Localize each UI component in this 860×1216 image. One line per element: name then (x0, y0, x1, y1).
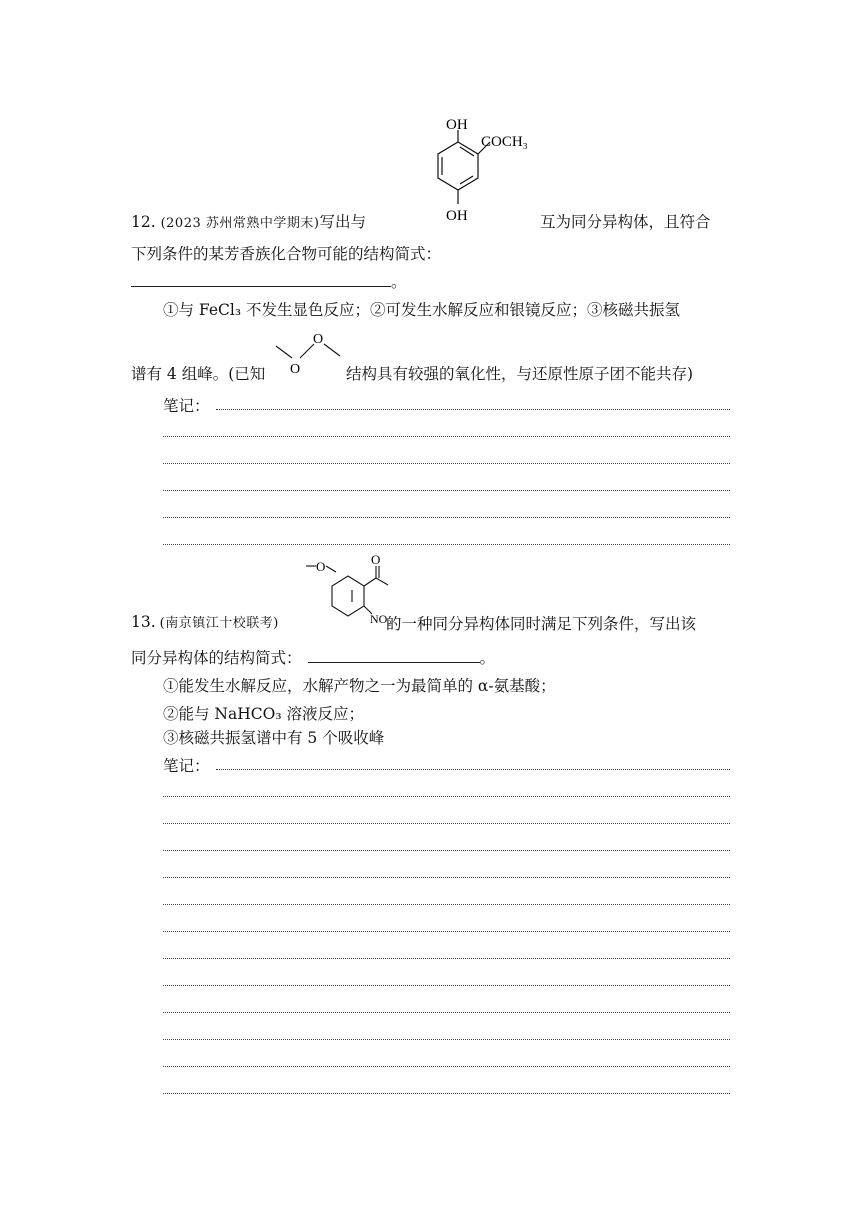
q13-blank-end: 。 (479, 649, 496, 667)
q12-number: 12. (131, 213, 156, 231)
q12-blank-end: 。 (391, 273, 407, 291)
q13-molecule-structure (300, 552, 400, 632)
q13-notes-line-10[interactable] (163, 1012, 730, 1013)
q12-answer-blank[interactable] (131, 272, 391, 287)
q12-molecule-structure (420, 112, 550, 227)
q12-line2: 下列条件的某芳香族化合物可能的结构简式： (131, 245, 442, 263)
q13-prompt-a: 的一种同分异构体同时满足下列条件，写出该 (386, 615, 697, 633)
q13-notes-line-4[interactable] (163, 850, 730, 851)
q12-notes-line-4[interactable] (163, 490, 730, 491)
q12-peroxide-o2: O (313, 332, 324, 347)
q12-notes-line-3[interactable] (163, 463, 730, 464)
q13-line2-text: 同分异构体的结构简式： (131, 649, 302, 667)
q12-answer-line (131, 270, 407, 292)
q13-methoxy-o: O (316, 559, 326, 574)
q13-notes-line-11[interactable] (163, 1039, 730, 1040)
q13-carbonyl-o: O (371, 552, 381, 567)
q12-notes-line-1[interactable] (216, 409, 730, 410)
q13-notes-label: 笔记： (163, 757, 210, 775)
q13-line2 (131, 646, 495, 668)
q13-condition-1: ①能发生水解反应，水解产物之一为最简单的 α-氨基酸； (163, 677, 556, 695)
q12-conditions-line2a: 谱有 4 组峰。(已知 (131, 365, 266, 383)
q12-notes-line-5[interactable] (163, 517, 730, 518)
q13-number: 13. (131, 613, 156, 631)
q12-peroxide-o1: O (290, 362, 301, 377)
q12-notes-line-2[interactable] (163, 436, 730, 437)
q13-notes-line-12[interactable] (163, 1066, 730, 1067)
q12-conditions-line2b: 结构具有较强的氧化性，与还原性原子团不能共存) (346, 365, 694, 383)
q12-peroxide-structure (270, 328, 350, 378)
q13-condition-2: ②能与 NaHCO₃ 溶液反应； (163, 705, 364, 723)
q12-prompt-a: 写出与 (319, 213, 366, 231)
q13-notes-line-13[interactable] (163, 1093, 730, 1094)
q13-notes-line-8[interactable] (163, 958, 730, 959)
q13-notes-line-2[interactable] (163, 796, 730, 797)
q12-line1 (131, 210, 366, 232)
q12-oh-bottom: OH (446, 208, 468, 224)
q12-oh-top: OH (446, 117, 468, 133)
q12-conditions-line1: ①与 FeCl₃ 不发生显色反应；②可发生水解反应和银镜反应；③核磁共振氢 (163, 301, 680, 319)
q13-source: (南京镇江十校联考) (159, 616, 279, 631)
q13-notes-line-6[interactable] (163, 904, 730, 905)
q12-notes-label: 笔记： (163, 397, 210, 415)
q13-condition-3: ③核磁共振氢谱中有 5 个吸收峰 (163, 729, 385, 747)
q12-prompt-b: 互为同分异构体，且符合 (540, 213, 711, 231)
q13-line1-start (131, 612, 279, 631)
q13-notes-line-5[interactable] (163, 877, 730, 878)
q12-source: (2023 苏州常熟中学期末) (160, 216, 320, 231)
q13-answer-blank[interactable] (308, 648, 480, 663)
q12-acyl-group: COCH₃ (481, 134, 528, 150)
q13-notes-line-3[interactable] (163, 823, 730, 824)
q13-no2-group: NO₂ (370, 612, 392, 626)
q13-notes-line-9[interactable] (163, 985, 730, 986)
q13-notes-line-1[interactable] (216, 769, 730, 770)
q12-notes-line-6[interactable] (163, 544, 730, 545)
q13-notes-line-7[interactable] (163, 931, 730, 932)
